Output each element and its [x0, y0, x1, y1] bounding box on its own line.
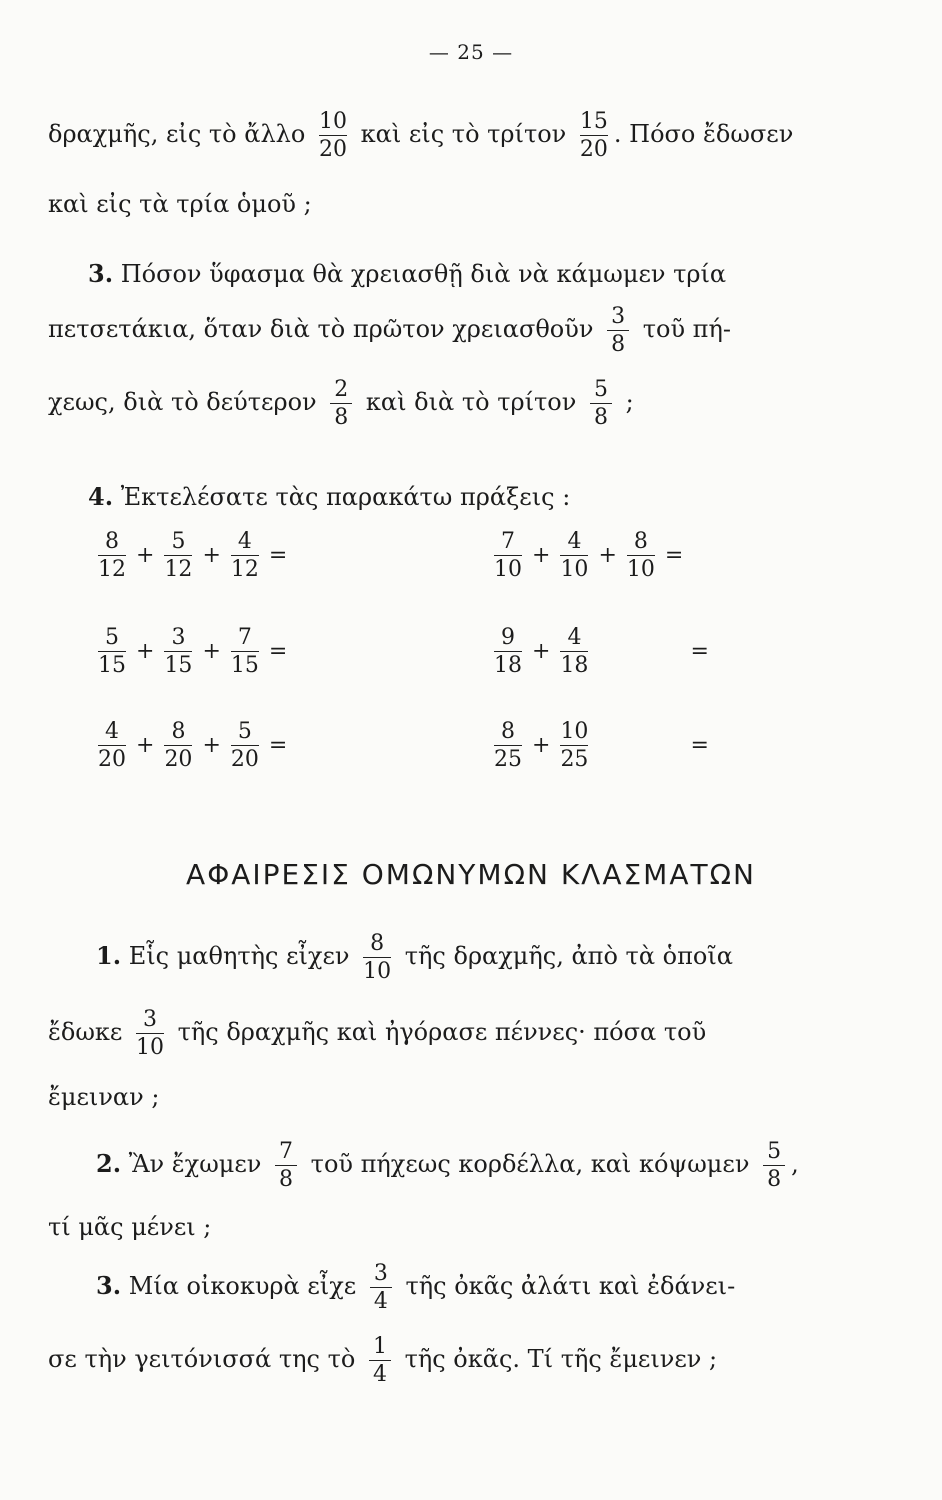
text-segment: δραχμῆς, εἰς τὸ ἄλλο: [48, 120, 306, 149]
problem-number: 1.: [96, 941, 122, 971]
problem-number: 3.: [96, 1271, 122, 1301]
exercise-6: [492, 720, 717, 771]
fraction-bar: [136, 1033, 164, 1034]
denominator: 10: [626, 557, 655, 583]
numerator: 5: [171, 529, 186, 554]
subtraction-problem-1-line-1: [96, 932, 733, 983]
numerator: 3: [611, 304, 626, 329]
fraction-bar: [763, 1165, 785, 1166]
exercise-3: [96, 626, 295, 677]
exercise-5: [96, 720, 295, 771]
denominator: 10: [560, 557, 589, 583]
fraction-bar: [231, 555, 259, 556]
problem-2-line-2: καὶ εἰς τὰ τρία ὁμοῦ ;: [48, 190, 312, 218]
numerator: 3: [373, 1261, 388, 1286]
fraction-bar: [369, 1360, 391, 1361]
fraction-bar: [275, 1165, 297, 1166]
numerator: 10: [560, 719, 589, 744]
text-segment: σε τὴν γειτόνισσά της τὸ: [48, 1345, 356, 1374]
plus-sign: +: [532, 733, 551, 759]
numerator: 4: [567, 529, 582, 554]
numerator: 7: [237, 625, 252, 650]
numerator: 5: [767, 1139, 782, 1164]
fraction: [494, 530, 522, 581]
numerator: 3: [142, 1007, 157, 1032]
numerator: 8: [633, 529, 648, 554]
equals-sign: =: [268, 639, 288, 665]
fraction: [231, 626, 259, 677]
text-segment: τοῦ πή-: [642, 315, 731, 344]
denominator: 20: [164, 747, 193, 773]
text-segment: ;: [625, 388, 634, 417]
fraction: [164, 530, 192, 581]
fraction-bar: [98, 651, 126, 652]
fraction: [98, 720, 126, 771]
denominator: 25: [494, 747, 522, 773]
denominator: 15: [98, 653, 126, 679]
fraction-bar: [330, 403, 352, 404]
denominator: 18: [560, 653, 589, 679]
text-segment: Ἐκτελέσατε τὰς παρακάτω πράξεις :: [120, 483, 571, 511]
numerator: 8: [370, 931, 385, 956]
problem-4-instruction: [88, 482, 571, 511]
plus-sign: +: [532, 543, 551, 569]
fraction: [98, 530, 126, 581]
section-heading: ΑΦΑΙΡΕΣΙΣ ΟΜΩΝΥΜΩΝ ΚΛΑΣΜΑΤΩΝ: [186, 858, 756, 891]
denominator: 12: [164, 557, 193, 583]
numerator: 7: [279, 1139, 294, 1164]
numerator: 7: [501, 529, 515, 554]
subtraction-problem-2-line-1: [96, 1140, 799, 1191]
denominator: 8: [279, 1167, 294, 1193]
fraction: [136, 1008, 164, 1059]
denominator: 4: [373, 1289, 388, 1315]
page-number: — 25 —: [428, 40, 514, 64]
fraction: [369, 1335, 391, 1386]
fraction: [330, 378, 352, 429]
fraction-bar: [560, 555, 588, 556]
text-segment: καὶ διὰ τὸ τρίτον: [365, 388, 577, 417]
denominator: 20: [230, 747, 259, 773]
text-segment: ,: [791, 1150, 799, 1179]
plus-sign: +: [598, 543, 617, 569]
plus-sign: +: [136, 639, 155, 665]
fraction: [363, 932, 391, 983]
text-segment: καὶ εἰς τὸ τρίτον: [360, 120, 567, 149]
fraction-bar: [590, 403, 612, 404]
fraction: [560, 720, 588, 771]
equals-sign: =: [690, 733, 709, 759]
text-segment: Ἂν ἔχωμεν: [128, 1150, 262, 1179]
denominator: 12: [230, 557, 259, 583]
numerator: 9: [501, 625, 515, 650]
text-segment: Μία οἰκοκυρὰ εἶχε: [128, 1272, 357, 1301]
exercise-2: [492, 530, 691, 581]
denominator: 8: [611, 332, 626, 358]
numerator: 1: [372, 1334, 387, 1359]
text-segment: . Πόσο ἔδωσεν: [613, 120, 794, 149]
text-segment: τῆς ὀκᾶς ἀλάτι καὶ ἐδάνει-: [405, 1272, 736, 1301]
fraction-bar: [580, 135, 608, 136]
problem-3-line-1: [88, 259, 727, 288]
numerator: 10: [318, 109, 347, 134]
denominator: 20: [98, 747, 126, 773]
fraction-bar: [164, 651, 192, 652]
denominator: 8: [593, 405, 608, 431]
text-segment: τοῦ πήχεως κορδέλλα, καὶ κόψωμεν: [310, 1150, 750, 1179]
numerator: 8: [171, 719, 186, 744]
text-segment: χεως, διὰ τὸ δεύτερον: [48, 388, 317, 417]
numerator: 5: [237, 719, 252, 744]
denominator: 8: [334, 405, 349, 431]
denominator: 8: [767, 1167, 782, 1193]
numerator: 8: [501, 719, 515, 744]
fraction: [319, 110, 347, 161]
numerator: 15: [579, 109, 608, 134]
exercise-4: [492, 626, 717, 677]
fraction: [607, 305, 629, 356]
fraction: [231, 530, 259, 581]
problem-3-line-3: [48, 378, 634, 429]
denominator: 10: [494, 557, 522, 583]
fraction-bar: [164, 555, 192, 556]
fraction: [370, 1262, 392, 1313]
fraction-bar: [164, 745, 192, 746]
text-segment: τῆς δραχμῆς, ἀπὸ τὰ ὁποῖα: [404, 942, 733, 971]
fraction: [560, 626, 588, 677]
fraction-bar: [231, 745, 259, 746]
text-segment: τῆς ὀκᾶς. Τί τῆς ἔμεινεν ;: [404, 1345, 718, 1374]
denominator: 20: [579, 137, 608, 163]
plus-sign: +: [202, 639, 221, 665]
numerator: 5: [593, 377, 608, 402]
plus-sign: +: [202, 543, 221, 569]
fraction: [580, 110, 608, 161]
fraction: [231, 720, 259, 771]
denominator: 25: [560, 747, 589, 773]
denominator: 15: [164, 653, 193, 679]
problem-2-line-1: [48, 110, 793, 161]
numerator: 4: [567, 625, 582, 650]
subtraction-problem-1-line-2: [48, 1008, 706, 1059]
exercise-1: [96, 530, 295, 581]
fraction: [164, 626, 192, 677]
denominator: 4: [372, 1362, 387, 1388]
denominator: 15: [230, 653, 259, 679]
problem-number: 4.: [88, 482, 114, 511]
subtraction-problem-3-line-1: [96, 1262, 735, 1313]
numerator: 4: [237, 529, 252, 554]
subtraction-problem-2-line-2: τί μᾶς μένει ;: [48, 1213, 212, 1241]
fraction: [494, 720, 522, 771]
fraction-bar: [370, 1287, 392, 1288]
text-segment: τῆς δραχμῆς καὶ ἠγόρασε πέννες· πόσα τοῦ: [177, 1018, 707, 1047]
fraction-bar: [98, 555, 126, 556]
fraction: [98, 626, 126, 677]
text-segment: πετσετάκια, ὅταν διὰ τὸ πρῶτον χρειασθοῦν: [48, 315, 594, 344]
subtraction-problem-3-line-2: [48, 1335, 717, 1386]
fraction-bar: [494, 745, 522, 746]
equals-sign: =: [268, 733, 288, 759]
numerator: 2: [334, 377, 349, 402]
equals-sign: =: [268, 543, 288, 569]
fraction-bar: [494, 555, 522, 556]
fraction-bar: [231, 651, 259, 652]
denominator: 10: [135, 1035, 164, 1061]
fraction-bar: [98, 745, 126, 746]
equals-sign: =: [664, 543, 684, 569]
numerator: 4: [105, 719, 119, 744]
fraction-bar: [607, 330, 629, 331]
fraction-bar: [319, 135, 347, 136]
numerator: 8: [105, 529, 119, 554]
subtraction-problem-1-line-3: ἔμειναν ;: [48, 1083, 160, 1111]
equals-sign: =: [690, 639, 709, 665]
denominator: 12: [98, 557, 126, 583]
text-segment: ἔδωκε: [48, 1018, 123, 1047]
fraction: [627, 530, 655, 581]
fraction-bar: [363, 957, 391, 958]
problem-3-line-2: [48, 305, 731, 356]
plus-sign: +: [136, 543, 155, 569]
denominator: 10: [363, 959, 392, 985]
plus-sign: +: [202, 733, 221, 759]
fraction: [164, 720, 192, 771]
text-segment: Πόσον ὕφασμα θὰ χρειασθῇ διὰ νὰ κάμωμεν τρία: [120, 260, 727, 288]
fraction: [763, 1140, 785, 1191]
problem-number: 3.: [88, 259, 114, 288]
plus-sign: +: [532, 639, 551, 665]
numerator: 5: [105, 625, 119, 650]
fraction: [275, 1140, 297, 1191]
fraction-bar: [560, 745, 588, 746]
fraction: [560, 530, 588, 581]
plus-sign: +: [136, 733, 155, 759]
fraction-bar: [627, 555, 655, 556]
fraction: [590, 378, 612, 429]
problem-number: 2.: [96, 1149, 122, 1179]
fraction-bar: [494, 651, 522, 652]
text-segment: Εἷς μαθητὴς εἶχεν: [128, 942, 350, 971]
fraction: [494, 626, 522, 677]
numerator: 3: [171, 625, 186, 650]
denominator: 20: [318, 137, 347, 163]
fraction-bar: [560, 651, 588, 652]
denominator: 18: [494, 653, 522, 679]
